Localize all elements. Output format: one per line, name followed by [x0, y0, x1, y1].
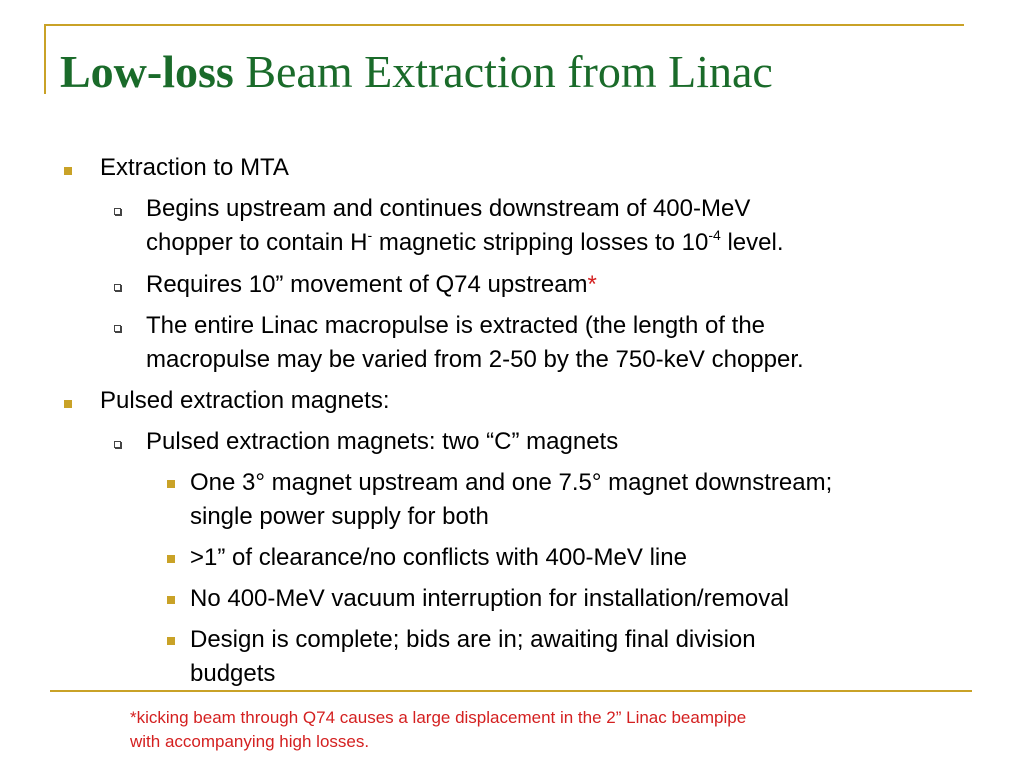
hollow-square-bullet-icon: [114, 441, 121, 448]
footnote-line2: with accompanying high losses.: [130, 732, 370, 751]
bullet-design-complete-line1: Design is complete; bids are in; awaiting final division: [190, 626, 756, 653]
square-bullet-icon: [64, 400, 72, 408]
bullet-two-c-magnets: Pulsed extraction magnets: two “C” magnets: [146, 428, 619, 455]
square-bullet-icon: [167, 555, 175, 563]
hollow-square-bullet-icon: [114, 208, 121, 215]
footnote-line1: *kicking beam through Q74 causes a large displacement in the 2” Linac beampipe: [130, 708, 747, 727]
text-segment: magnetic stripping losses to 10: [372, 229, 709, 256]
hollow-square-bullet-icon: [114, 284, 121, 291]
superscript-minus: -: [367, 227, 373, 243]
bullet-requires-movement: [146, 268, 597, 302]
text-segment: Requires 10” movement of Q74 upstream: [146, 271, 588, 298]
square-bullet-icon: [64, 167, 72, 175]
bullet-no-vacuum-interruption: No 400-MeV vacuum interruption for installation/removal: [190, 585, 789, 612]
bullet-pulsed-extraction-magnets: Pulsed extraction magnets:: [100, 387, 390, 414]
bullet-magnet-angles-line2: single power supply for both: [190, 503, 489, 530]
slide-title: [60, 42, 773, 102]
bullet-macropulse-line2: macropulse may be varied from 2-50 by the 750-keV chopper.: [146, 346, 804, 373]
square-bullet-icon: [167, 596, 175, 604]
bullet-magnet-angles-line1: One 3° magnet upstream and one 7.5° magnet downstream;: [190, 469, 833, 496]
slide-title-rest: Beam Extraction from Linac: [233, 46, 773, 97]
footnote: [130, 706, 890, 754]
footer-divider: [50, 690, 972, 692]
frame-left-rule: [44, 24, 46, 94]
slide-title-bold: Low-loss: [60, 46, 234, 97]
square-bullet-icon: [167, 480, 175, 488]
asterisk-marker: *: [587, 271, 597, 298]
bullet-design-complete-line2: budgets: [190, 660, 276, 687]
bullet-begins-upstream-line1: Begins upstream and continues downstream of 400-MeV: [146, 195, 751, 222]
bullet-begins-upstream-line2: [146, 226, 784, 260]
bullet-clearance: >1” of clearance/no conflicts with 400-MeV line: [190, 544, 687, 571]
bullet-extraction-to-mta: Extraction to MTA: [100, 154, 289, 181]
hollow-square-bullet-icon: [114, 325, 121, 332]
superscript-exponent: -4: [708, 227, 721, 243]
text-segment: level.: [720, 229, 784, 256]
frame-top-rule: [44, 24, 964, 26]
bullet-macropulse-line1: The entire Linac macropulse is extracted (the length of the: [146, 312, 766, 339]
text-segment: chopper to contain H: [146, 229, 368, 256]
square-bullet-icon: [167, 637, 175, 645]
